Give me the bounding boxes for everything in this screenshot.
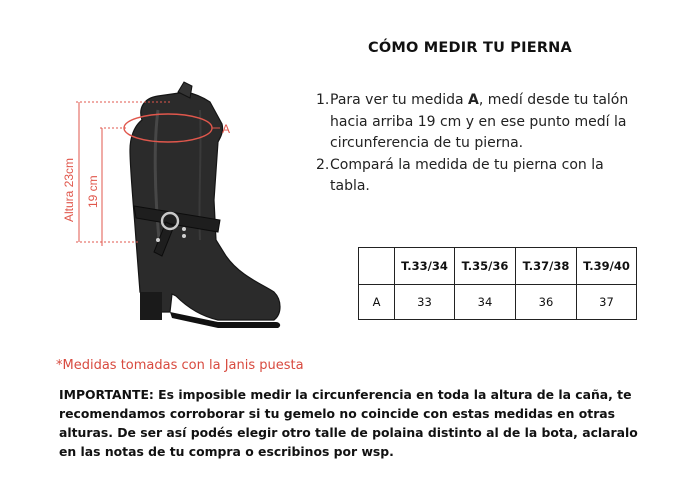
- step-number: 1.: [316, 92, 330, 108]
- table-header-cell: T.33/34: [395, 248, 455, 285]
- step-number: 2.: [316, 156, 330, 173]
- step-text: Compará la medida de tu pierna con la tabla.: [330, 156, 604, 194]
- step-text-bold: A: [468, 92, 479, 108]
- step-text-after: , medí desde tu talón hacia arriba 19 cm y en ese punto medí la circunferencia de tu pierna.: [330, 92, 629, 151]
- measurement-note: *Medidas tomadas con la Janis puesta: [56, 358, 304, 373]
- table-header-cell: T.37/38: [516, 248, 577, 285]
- height-23-label: Altura 23cm: [62, 157, 76, 222]
- stud: [182, 227, 186, 231]
- boot-heel: [140, 292, 162, 320]
- height-19-label: 19 cm: [86, 175, 100, 208]
- table-cell: 34: [455, 285, 516, 320]
- instruction-step-1: [313, 90, 643, 155]
- table-row: [359, 285, 637, 320]
- table-header-cell: T.35/36: [455, 248, 516, 285]
- boot-illustration: [50, 80, 300, 340]
- size-table: [358, 247, 637, 320]
- label-a: A: [222, 122, 231, 136]
- table-header-cell: [359, 248, 395, 285]
- stud: [182, 234, 186, 238]
- page-title: CÓMO MEDIR TU PIERNA: [368, 40, 572, 56]
- instructions-list: [313, 90, 643, 198]
- table-cell: 37: [577, 285, 637, 320]
- table-cell: 33: [395, 285, 455, 320]
- table-cell: A: [359, 285, 395, 320]
- table-header-cell: T.39/40: [577, 248, 637, 285]
- important-notice: IMPORTANTE: Es imposible medir la circunferencia en toda la altura de la caña, te recomendamos corroborar si tu gemelo no coincide con estas medidas en otras alturas. De ser así podés elegir otro talle de polaina distinto al de la bota, aclaralo en las notas de tu compra o escribinos por wsp.: [59, 387, 638, 459]
- boot-measurement-figure: [50, 80, 300, 340]
- stud: [156, 238, 160, 242]
- table-header-row: [359, 248, 637, 285]
- instruction-step-2: [313, 155, 643, 198]
- boot-shaft: [130, 92, 280, 320]
- table-cell: 36: [516, 285, 577, 320]
- step-text-before: Para ver tu medida: [330, 92, 469, 108]
